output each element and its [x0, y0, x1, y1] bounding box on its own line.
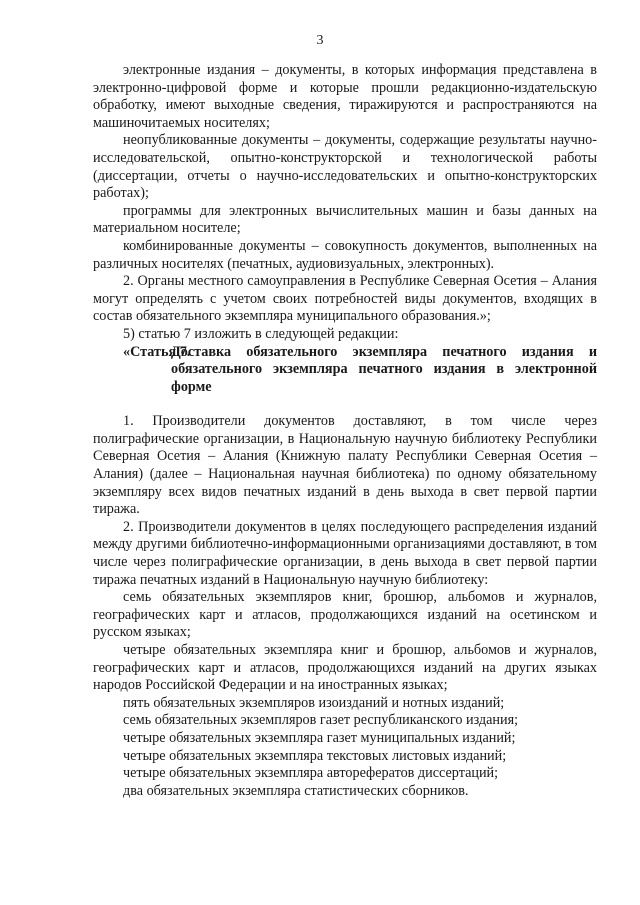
list-item-five-copies-art: пять обязательных экземпляров изоизданий и нотных изданий; — [123, 694, 505, 711]
paragraph-amendment-article-7: 5) статью 7 изложить в следующей редакции: — [123, 325, 399, 342]
list-item-two-copies-statistics: два обязательных экземпляра статистических сборников. — [123, 782, 469, 799]
paragraph-unpublished-documents: неопубликованные документы – документы, содержащие результаты научно-исследовательской, опытно-конструкторской и технологической работы (диссертации, отчеты о научно-исследовательских и опытно-конструкторских работах); — [93, 132, 597, 202]
article-title: Доставка обязательного экземпляра печатного издания и обязательного экземпляра печатного издания в электронной форме — [171, 343, 597, 395]
article-number: «Статья 7. — [123, 343, 191, 360]
paragraph-computer-programs: программы для электронных вычислительных машин и базы данных на материальном носителе; — [93, 202, 597, 237]
list-item-four-copies-sheets: четыре обязательных экземпляра текстовых листовых изданий; — [123, 747, 507, 764]
paragraph-local-government: 2. Органы местного самоуправления в Республике Северная Осетия – Алания могут определять с учетом своих потребностей виды документов, входящих в состав обязательного экземпляра муниципального образования.»; — [93, 273, 597, 325]
list-item-four-copies-municipal: четыре обязательных экземпляра газет муниципальных изданий; — [123, 729, 516, 746]
paragraph-electronic-editions: электронные издания – документы, в которых информация представлена в электронно-цифровой форме и которые прошли редакционно-издательскую обработку, имеют выходные сведения, тиражируются и распространяются на машиночитаемых носителях; — [93, 62, 597, 131]
page-number: 3 — [316, 33, 324, 48]
document-body — [93, 62, 597, 800]
paragraph-point-1: 1. Производители документов доставляют, в том числе через полиграфические организации, в Национальную научную библиотеку Республики Северная Осетия – Алания (Книжную палату Республики Северная Осетия – Алания) (далее – Национальная научная библиотека) по одному обязательному экземпляру всех видов печатных изданий в день выхода в свет первой партии тиража. — [93, 413, 597, 518]
article-heading — [93, 344, 597, 397]
paragraph-point-2: 2. Производители документов в целях последующего распределения изданий между другими библиотечно-информационными организациями доставляют, в том числе через полиграфические организации, в день выхода в свет первой партии тиража печатных изданий в Национальную научную библиотеку: — [93, 518, 597, 588]
list-item-four-copies-abstracts: четыре обязательных экземпляра авторефератов диссертаций; — [123, 765, 499, 782]
list-item-four-copies-books: четыре обязательных экземпляра книг и брошюр, альбомов и журналов, географических карт и атласов, продолжающихся изданий на других языках народов Российской Федерации и на иностранных языках; — [93, 642, 597, 694]
section-spacer — [93, 396, 597, 413]
list-item-seven-copies-newspapers: семь обязательных экземпляров газет республиканского издания; — [123, 712, 519, 729]
paragraph-combined-documents: комбинированные документы – совокупность документов, выполненных на различных носителях (печатных, аудиовизуальных, электронных). — [93, 237, 597, 272]
list-item-seven-copies-books: семь обязательных экземпляров книг, брошюр, альбомов и журналов, географических карт и атласов, продолжающихся изданий на осетинском и русском языках; — [93, 589, 597, 641]
